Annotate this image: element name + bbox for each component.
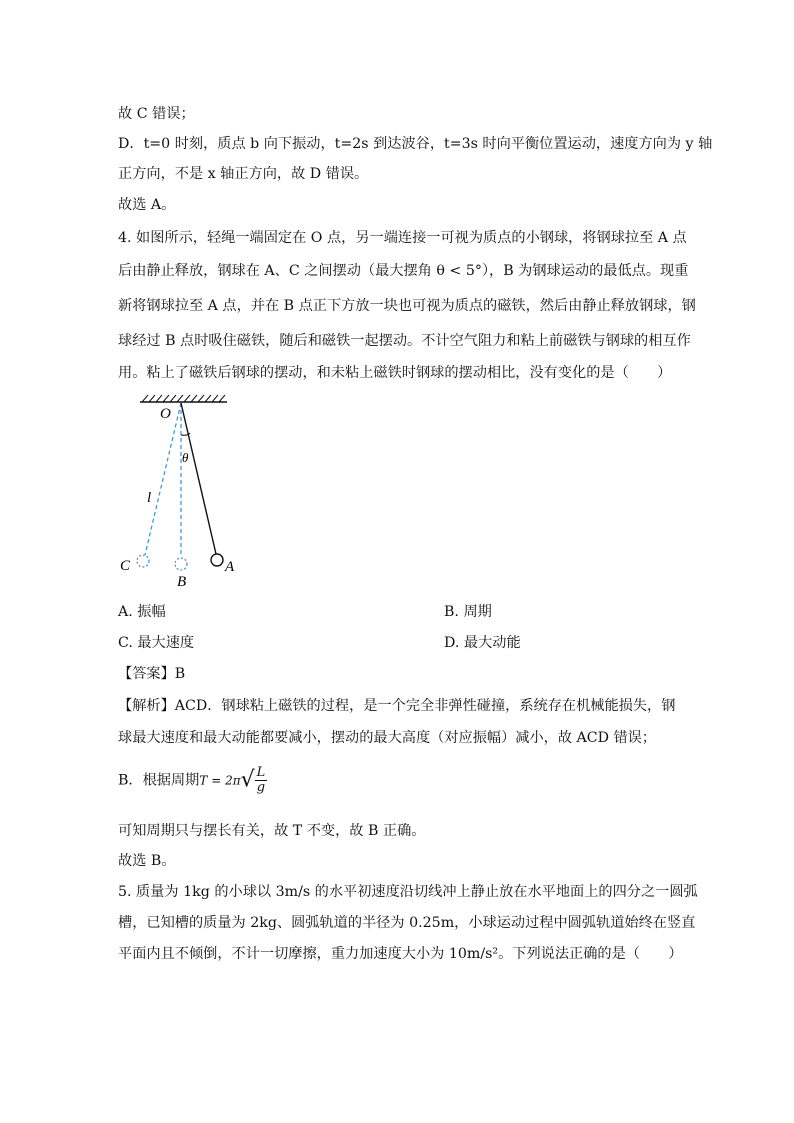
- q5-text-3: 平面内且不倾倒，不计一切摩擦，重力加速度大小为 10m/s²。下列说法正确的是（ ）: [118, 946, 683, 962]
- analysis-2: 球最大速度和最大动能都要减小，摆动的最大高度（对应振幅）减小，故 ACD 错误；: [118, 730, 657, 746]
- q4-text-5: 用。粘上了磁铁后钢球的摆动，和未粘上磁铁时钢球的摆动相比，没有变化的是（ ）: [118, 365, 672, 381]
- q4-text-3: 新将钢球拉至 A 点，并在 B 点正下方放一块也可视为质点的磁铁，然后由静止释放钢球，钢: [118, 298, 696, 314]
- answer: 【答案】B: [118, 666, 186, 682]
- formula-denominator: g: [256, 780, 266, 795]
- option-a: A. 振幅: [118, 604, 166, 620]
- prev-text-1: 故 C 错误；: [118, 106, 195, 122]
- option-b: B. 周期: [444, 604, 492, 620]
- option-d: D. 最大动能: [444, 635, 521, 651]
- pendulum-figure: [110, 390, 250, 590]
- formula-prefix: B．根据周期: [118, 772, 200, 789]
- formula-fraction: [255, 766, 268, 795]
- q5-text-1: 5. 质量为 1kg 的小球以 3m/s 的水平初速度沿切线冲上静止放在水平地面上的四分之一圆弧: [118, 884, 698, 900]
- prev-text-4: 故选 A。: [118, 197, 176, 213]
- prev-text-2: D．t=0 时刻，质点 b 向下振动，t=2s 到达波谷，t=3s 时向平衡位置运动，速度方向为 y 轴: [118, 136, 713, 152]
- formula-lhs: T = 2π: [199, 773, 241, 788]
- q4-text-1: 4. 如图所示，轻绳一端固定在 O 点，另一端连接一可视为质点的小钢球，将钢球拉至 A 点: [118, 230, 687, 246]
- q4-text-2: 后由静止释放，钢球在 A、C 之间摆动（最大摆角 θ < 5°），B 为钢球运动的最低点。现重: [118, 263, 689, 279]
- label-B: B: [177, 574, 187, 590]
- label-C: C: [120, 558, 131, 574]
- label-O: O: [160, 406, 171, 422]
- formula-line: B．根据周期T = 2π√ $\frac{L}{g}$: [118, 765, 266, 795]
- analysis-1: 【解析】ACD．钢球粘上磁铁的过程，是一个完全非弹性碰撞，系统存在机械能损失，钢: [118, 698, 676, 714]
- label-theta: θ: [182, 450, 189, 465]
- q5-text-2: 槽，已知槽的质量为 2kg、圆弧轨道的半径为 0.25m，小球运动过程中圆弧轨道始终在竖直: [118, 915, 696, 931]
- label-l: l: [147, 490, 152, 506]
- conclusion: 可知周期只与摆长有关，故 T 不变，故 B 正确。: [118, 823, 426, 839]
- q4-text-4: 球经过 B 点时吸住磁铁，随后和磁铁一起摆动。不计空气阻力和粘上前磁铁与钢球的相互作: [118, 333, 691, 349]
- option-c: C. 最大速度: [118, 635, 195, 651]
- label-A: A: [225, 559, 235, 575]
- choice: 故选 B。: [118, 853, 176, 869]
- prev-text-3: 正方向，不是 x 轴正方向，故 D 错误。: [118, 166, 369, 182]
- formula-numerator: L: [256, 765, 266, 780]
